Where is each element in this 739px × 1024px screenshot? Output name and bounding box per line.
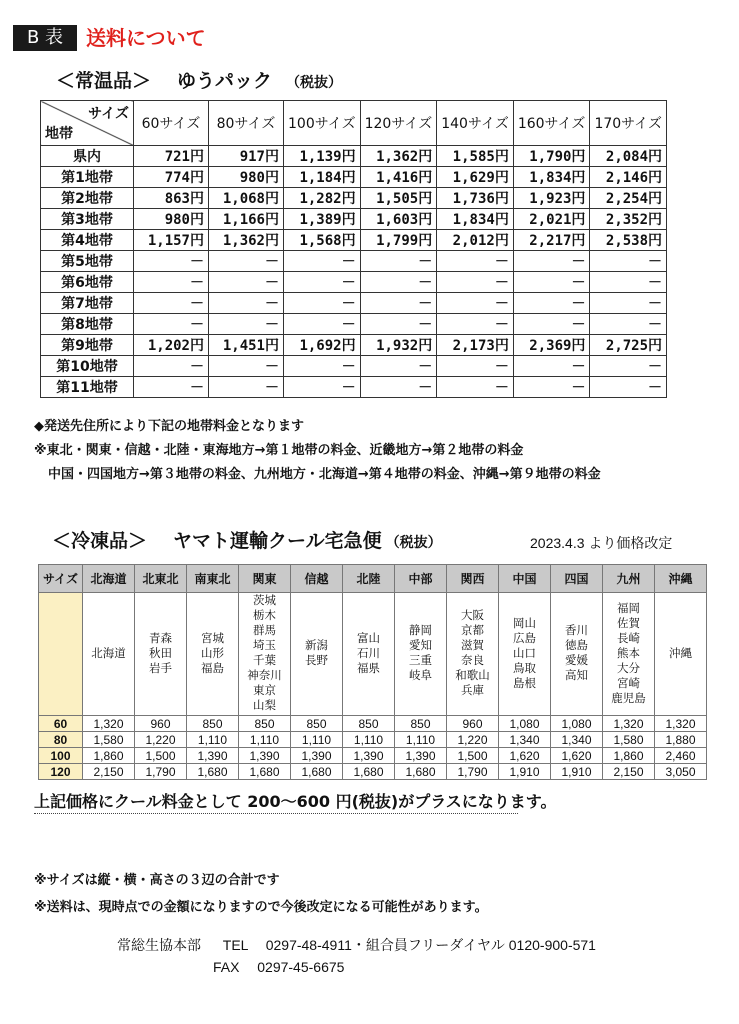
region-header: 北陸: [343, 565, 395, 593]
prefecture-name: 熊本: [617, 647, 640, 660]
region-header: 北海道: [83, 565, 135, 593]
tel-label: TEL: [222, 937, 248, 953]
size-column-header: 80サイズ: [209, 101, 284, 146]
prefecture-name: 山梨: [253, 700, 276, 712]
cool-price-cell: 2,150: [603, 764, 655, 780]
region-header: 北東北: [135, 565, 187, 593]
price-cell: －: [437, 377, 514, 398]
price-cell: 774円: [134, 167, 209, 188]
cool-corner-cell: サイズ: [39, 565, 83, 593]
prefecture-name: 千葉: [253, 655, 276, 667]
price-cell: 1,451円: [209, 335, 284, 356]
zone-row: [41, 146, 667, 167]
prefecture-name: 奈良: [461, 655, 484, 667]
yupack-rate-table: [40, 100, 667, 398]
price-cell: －: [590, 377, 667, 398]
cool-price-cell: 1,880: [655, 732, 707, 748]
price-cell: －: [360, 293, 437, 314]
price-cell: －: [134, 272, 209, 293]
price-cell: －: [513, 314, 590, 335]
price-cell: 1,362円: [360, 146, 437, 167]
contact-fax-line: [213, 957, 344, 977]
region-header: 南東北: [187, 565, 239, 593]
price-cell: －: [437, 356, 514, 377]
prefecture-list: [291, 593, 343, 716]
zone-note-2: ※東北・関東・信越・北陸・東海地方→第１地帯の料金、近畿地方→第２地帯の料金: [34, 443, 524, 458]
cool-size-label: 100: [39, 748, 83, 764]
cool-price-cell: 850: [239, 716, 291, 732]
cool-price-cell: 1,110: [291, 732, 343, 748]
cool-price-cell: 850: [395, 716, 447, 732]
price-cell: －: [284, 272, 361, 293]
prefecture-name: 大阪: [461, 610, 484, 622]
cool-price-cell: 2,150: [83, 764, 135, 780]
fax-label: FAX: [213, 959, 240, 975]
price-cell: 1,416円: [360, 167, 437, 188]
price-cell: 2,012円: [437, 230, 514, 251]
size-note: ※サイズは縦・横・高さの３辺の合計です: [34, 873, 280, 888]
region-header: 関東: [239, 565, 291, 593]
price-cell: 1,505円: [360, 188, 437, 209]
prefecture-name: 愛媛: [565, 655, 588, 667]
zone-row: [41, 377, 667, 398]
price-cell: －: [209, 251, 284, 272]
section-a-title: [56, 69, 342, 95]
prefecture-name: 栃木: [253, 610, 276, 622]
cool-price-cell: 1,080: [499, 716, 551, 732]
zone-row: [41, 335, 667, 356]
price-cell: 2,254円: [590, 188, 667, 209]
price-cell: －: [513, 377, 590, 398]
region-header: 沖縄: [655, 565, 707, 593]
price-cell: 863円: [134, 188, 209, 209]
cool-price-row: [39, 764, 707, 780]
price-cell: －: [513, 356, 590, 377]
revision-date: 2023.4.3 より価格改定: [530, 535, 673, 551]
cool-price-cell: 1,390: [343, 748, 395, 764]
prefecture-name: 三重: [409, 655, 432, 667]
prefecture-list: [395, 593, 447, 716]
prefecture-list: [343, 593, 395, 716]
section-b-title: [52, 529, 442, 555]
section-a-category: ＜常温品＞: [56, 70, 152, 92]
cool-prefecture-row: [39, 593, 707, 716]
price-cell: －: [284, 377, 361, 398]
zone-note-3: 中国・四国地方→第３地帯の料金、九州地方・北海道→第４地帯の料金、沖縄→第９地帯の料金: [48, 467, 601, 482]
cool-price-cell: 1,680: [343, 764, 395, 780]
cool-price-cell: 850: [343, 716, 395, 732]
price-cell: 1,568円: [284, 230, 361, 251]
prefecture-name: 福県: [357, 662, 380, 675]
region-header: 九州: [603, 565, 655, 593]
zone-row: [41, 167, 667, 188]
tel-number: 0297-48-4911・組合員フリーダイヤル 0120-900-571: [265, 937, 596, 953]
price-cell: 1,736円: [437, 188, 514, 209]
size-column-header: 120サイズ: [360, 101, 437, 146]
yupack-corner-cell: [41, 101, 134, 146]
yupack-body: [41, 146, 667, 398]
price-cell: 2,173円: [437, 335, 514, 356]
section-a-service: ゆうパック: [177, 70, 273, 92]
prefecture-name: 岩手: [149, 662, 172, 675]
zone-label: 第9地帯: [41, 335, 134, 356]
cool-price-cell: 1,910: [551, 764, 603, 780]
price-cell: －: [134, 251, 209, 272]
price-cell: 1,923円: [513, 188, 590, 209]
price-cell: 917円: [209, 146, 284, 167]
zone-label: 第6地帯: [41, 272, 134, 293]
prefecture-name: 沖縄: [669, 647, 692, 660]
price-change-note: ※送料は、現時点での金額になりますので今後改定になる可能性があります。: [34, 900, 488, 915]
price-cell: －: [513, 293, 590, 314]
cool-price-cell: 1,860: [83, 748, 135, 764]
price-cell: －: [437, 272, 514, 293]
prefecture-name: 宮城: [201, 632, 224, 645]
zone-row: [41, 272, 667, 293]
cool-price-cell: 1,390: [187, 748, 239, 764]
prefecture-name: 静岡: [409, 625, 432, 637]
price-cell: －: [209, 272, 284, 293]
price-cell: －: [284, 356, 361, 377]
cool-price-cell: 1,110: [239, 732, 291, 748]
prefecture-name: 山形: [201, 647, 224, 660]
cool-price-cell: 1,620: [499, 748, 551, 764]
zone-row: [41, 209, 667, 230]
cool-fee-note: 上記価格にクール料金として 200～600 円(税抜)がプラスになります。: [34, 792, 557, 811]
cool-price-row: [39, 732, 707, 748]
zone-label: 第8地帯: [41, 314, 134, 335]
zone-label: 第4地帯: [41, 230, 134, 251]
price-cell: 1,834円: [513, 167, 590, 188]
price-cell: －: [209, 293, 284, 314]
cool-size-label: 60: [39, 716, 83, 732]
corner-size-label: サイズ: [88, 106, 129, 122]
price-cell: 1,389円: [284, 209, 361, 230]
price-cell: 1,184円: [284, 167, 361, 188]
cool-price-cell: 1,860: [603, 748, 655, 764]
section-a-tax: （税抜）: [286, 75, 343, 91]
zone-row: [41, 293, 667, 314]
price-cell: 2,021円: [513, 209, 590, 230]
prefecture-name: 茨城: [253, 595, 276, 607]
cool-price-row: [39, 716, 707, 732]
cool-price-cell: 2,460: [655, 748, 707, 764]
size-column-header: 140サイズ: [437, 101, 514, 146]
price-cell: －: [360, 314, 437, 335]
prefecture-name: 群馬: [253, 625, 276, 637]
yupack-header-row: [41, 101, 667, 146]
price-cell: －: [360, 356, 437, 377]
price-cell: －: [134, 377, 209, 398]
section-b-category: ＜冷凍品＞: [52, 530, 148, 552]
cool-size-label: 120: [39, 764, 83, 780]
zone-row: [41, 314, 667, 335]
cool-price-cell: 1,110: [395, 732, 447, 748]
prefecture-name: 和歌山: [455, 670, 490, 682]
zone-note-1: ◆発送先住所により下記の地帯料金となります: [34, 419, 304, 434]
price-cell: 721円: [134, 146, 209, 167]
prefecture-name: 北海道: [91, 647, 126, 660]
price-cell: －: [134, 356, 209, 377]
cool-price-cell: 1,680: [395, 764, 447, 780]
prefecture-name: 佐賀: [617, 617, 640, 630]
price-cell: －: [360, 272, 437, 293]
corner-zone-label: 地帯: [45, 126, 73, 142]
price-cell: －: [284, 314, 361, 335]
price-cell: 1,585円: [437, 146, 514, 167]
prefecture-list: [447, 593, 499, 716]
cool-price-cell: 1,220: [135, 732, 187, 748]
cool-price-cell: 1,390: [395, 748, 447, 764]
size-column-header: 60サイズ: [134, 101, 209, 146]
region-header: 関西: [447, 565, 499, 593]
prefecture-list: [551, 593, 603, 716]
cool-price-cell: 1,110: [187, 732, 239, 748]
price-cell: －: [513, 251, 590, 272]
cool-size-label: 80: [39, 732, 83, 748]
price-cell: 1,068円: [209, 188, 284, 209]
cool-price-cell: 1,390: [291, 748, 343, 764]
price-cell: 980円: [209, 167, 284, 188]
cool-price-cell: 1,620: [551, 748, 603, 764]
price-cell: 2,084円: [590, 146, 667, 167]
prefecture-name: 大分: [617, 662, 640, 675]
zone-label: 第7地帯: [41, 293, 134, 314]
price-cell: 980円: [134, 209, 209, 230]
cool-price-cell: 1,320: [603, 716, 655, 732]
cool-body: [39, 593, 707, 780]
prefecture-name: 新潟: [305, 640, 328, 652]
price-cell: －: [134, 293, 209, 314]
prefecture-name: 高知: [565, 670, 588, 682]
price-cell: －: [590, 272, 667, 293]
cool-price-cell: 1,790: [135, 764, 187, 780]
dotted-divider: [34, 813, 518, 814]
price-cell: －: [284, 293, 361, 314]
zone-row: [41, 251, 667, 272]
prefecture-name: 宮崎: [617, 677, 640, 690]
price-cell: 1,692円: [284, 335, 361, 356]
price-cell: －: [284, 251, 361, 272]
prefecture-name: 岡山: [513, 617, 536, 630]
price-cell: 1,166円: [209, 209, 284, 230]
region-header: 中国: [499, 565, 551, 593]
cool-price-cell: 1,580: [603, 732, 655, 748]
section-b-service: ヤマト運輸クール宅急便: [173, 530, 382, 552]
price-cell: －: [209, 314, 284, 335]
prefecture-name: 埼玉: [253, 640, 276, 652]
prefecture-name: 鳥取: [513, 662, 536, 675]
price-cell: －: [209, 356, 284, 377]
cool-price-cell: 1,680: [291, 764, 343, 780]
prefecture-name: 愛知: [409, 640, 432, 652]
region-header: 四国: [551, 565, 603, 593]
prefecture-name: 秋田: [149, 647, 172, 660]
cool-price-cell: 1,680: [239, 764, 291, 780]
price-cell: 1,139円: [284, 146, 361, 167]
prefecture-list: [239, 593, 291, 716]
zone-label: 第2地帯: [41, 188, 134, 209]
price-cell: －: [360, 251, 437, 272]
org-name: 常総生協本部: [117, 937, 201, 953]
cool-rate-table: [38, 564, 707, 780]
prefecture-name: 滋賀: [461, 640, 484, 652]
price-cell: 1,799円: [360, 230, 437, 251]
price-cell: －: [590, 314, 667, 335]
cool-price-cell: 1,110: [343, 732, 395, 748]
cool-price-cell: 1,320: [83, 716, 135, 732]
cool-price-cell: 1,500: [135, 748, 187, 764]
price-cell: 1,629円: [437, 167, 514, 188]
prefecture-list: [603, 593, 655, 716]
zone-label: 県内: [41, 146, 134, 167]
prefecture-name: 広島: [513, 632, 536, 645]
price-cell: 2,352円: [590, 209, 667, 230]
prefecture-name: 香川: [565, 625, 588, 637]
prefecture-name: 山口: [513, 647, 536, 660]
zone-row: [41, 230, 667, 251]
prefecture-name: 石川: [357, 647, 380, 660]
price-cell: 1,157円: [134, 230, 209, 251]
zone-label: 第1地帯: [41, 167, 134, 188]
cool-price-cell: 1,220: [447, 732, 499, 748]
prefecture-name: 青森: [149, 632, 172, 645]
price-cell: 2,217円: [513, 230, 590, 251]
price-cell: 1,834円: [437, 209, 514, 230]
price-cell: －: [134, 314, 209, 335]
prefecture-name: 鹿児島: [611, 692, 646, 705]
cool-price-row: [39, 748, 707, 764]
price-cell: 1,362円: [209, 230, 284, 251]
page-title: 送料について: [86, 26, 206, 50]
cool-price-cell: 1,680: [187, 764, 239, 780]
prefecture-name: 京都: [461, 625, 484, 637]
prefecture-name: 富山: [357, 632, 380, 645]
cool-price-cell: 1,390: [239, 748, 291, 764]
prefecture-name: 岐阜: [409, 670, 432, 682]
cool-price-cell: 1,340: [551, 732, 603, 748]
prefecture-list: [187, 593, 239, 716]
cool-price-cell: 960: [135, 716, 187, 732]
price-cell: －: [590, 251, 667, 272]
price-cell: 1,790円: [513, 146, 590, 167]
price-cell: 2,538円: [590, 230, 667, 251]
cool-region-row: [39, 565, 707, 593]
prefecture-name: 島根: [513, 677, 536, 690]
prefecture-name: 徳島: [565, 640, 588, 652]
region-header: 中部: [395, 565, 447, 593]
cool-size-spacer: [39, 593, 83, 716]
prefecture-name: 長崎: [617, 632, 640, 645]
zone-label: 第5地帯: [41, 251, 134, 272]
prefecture-name: 東京: [253, 685, 276, 697]
cool-price-cell: 1,790: [447, 764, 499, 780]
cool-price-cell: 850: [291, 716, 343, 732]
zone-label: 第3地帯: [41, 209, 134, 230]
price-cell: 1,202円: [134, 335, 209, 356]
prefecture-name: 兵庫: [461, 685, 484, 697]
prefecture-list: [83, 593, 135, 716]
prefecture-name: 福島: [201, 662, 224, 675]
price-cell: 1,603円: [360, 209, 437, 230]
price-cell: －: [437, 251, 514, 272]
prefecture-list: [655, 593, 707, 716]
price-cell: －: [590, 293, 667, 314]
price-cell: －: [437, 293, 514, 314]
cool-price-cell: 1,080: [551, 716, 603, 732]
prefecture-list: [135, 593, 187, 716]
contact-tel-line: [117, 935, 596, 955]
prefecture-list: [499, 593, 551, 716]
price-cell: －: [360, 377, 437, 398]
section-badge: B 表: [13, 25, 77, 51]
prefecture-name: 福岡: [617, 602, 640, 615]
section-b-tax: （税抜）: [385, 535, 442, 551]
fax-number: 0297-45-6675: [257, 959, 345, 975]
zone-row: [41, 188, 667, 209]
price-cell: －: [209, 377, 284, 398]
cool-price-cell: 1,500: [447, 748, 499, 764]
price-cell: 1,932円: [360, 335, 437, 356]
prefecture-name: 長野: [305, 655, 328, 667]
price-cell: 2,725円: [590, 335, 667, 356]
cool-price-cell: 3,050: [655, 764, 707, 780]
price-cell: －: [590, 356, 667, 377]
prefecture-name: 神奈川: [247, 670, 282, 682]
zone-label: 第11地帯: [41, 377, 134, 398]
cool-price-cell: 850: [187, 716, 239, 732]
price-cell: 1,282円: [284, 188, 361, 209]
cool-price-cell: 1,320: [655, 716, 707, 732]
zone-label: 第10地帯: [41, 356, 134, 377]
cool-price-cell: 1,580: [83, 732, 135, 748]
cool-price-cell: 960: [447, 716, 499, 732]
cool-price-cell: 1,910: [499, 764, 551, 780]
price-cell: －: [513, 272, 590, 293]
price-cell: 2,146円: [590, 167, 667, 188]
price-cell: 2,369円: [513, 335, 590, 356]
price-cell: －: [437, 314, 514, 335]
zone-row: [41, 356, 667, 377]
region-header: 信越: [291, 565, 343, 593]
size-column-header: 170サイズ: [590, 101, 667, 146]
size-column-header: 160サイズ: [513, 101, 590, 146]
size-column-header: 100サイズ: [284, 101, 361, 146]
cool-price-cell: 1,340: [499, 732, 551, 748]
